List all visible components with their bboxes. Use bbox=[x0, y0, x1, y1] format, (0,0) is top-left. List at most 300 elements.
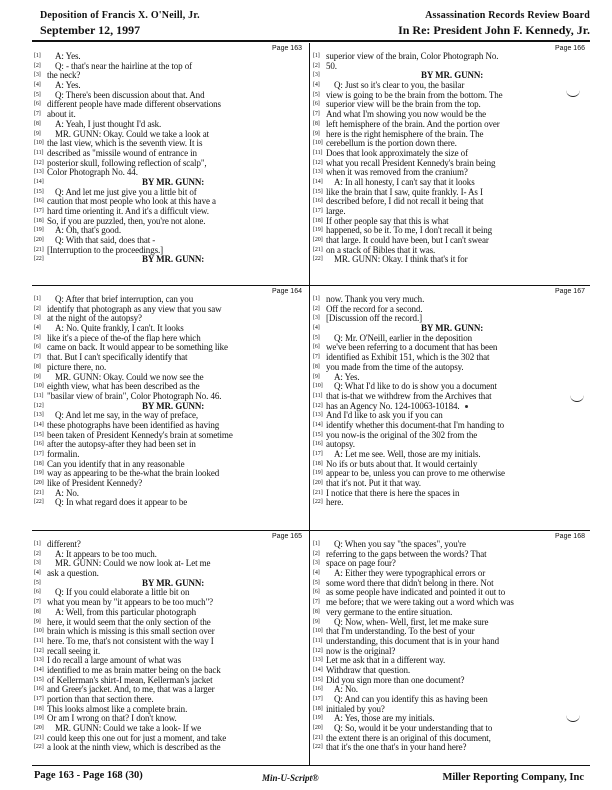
transcript-line bbox=[34, 618, 304, 628]
transcript-line bbox=[313, 392, 587, 402]
ink-dot bbox=[465, 405, 468, 408]
line-text: Can you identify that in any reasonable bbox=[47, 459, 185, 469]
transcript-line bbox=[34, 178, 304, 188]
line-number: [9] bbox=[34, 130, 41, 137]
line-number: [22] bbox=[313, 256, 323, 263]
line-number: [4] bbox=[34, 82, 41, 89]
line-text: And I'd like to ask you if you can bbox=[326, 411, 443, 421]
line-number: [6] bbox=[34, 101, 41, 108]
transcript-line bbox=[34, 392, 304, 402]
transcript-line bbox=[34, 363, 304, 373]
line-number: [21] bbox=[34, 734, 44, 741]
line-number: [19] bbox=[34, 227, 44, 234]
transcript-line bbox=[313, 217, 587, 227]
line-number: [4] bbox=[34, 325, 41, 332]
transcript-line bbox=[313, 314, 587, 324]
line-number: [21] bbox=[313, 734, 323, 741]
transcript-lines bbox=[313, 52, 587, 265]
line-number: [7] bbox=[34, 599, 41, 606]
line-text: A: Yes, those are my initials. bbox=[334, 714, 435, 724]
line-number: [20] bbox=[34, 725, 44, 732]
transcript-line bbox=[34, 479, 304, 489]
transcript-line bbox=[313, 130, 587, 140]
line-text: Q: And let me just give you a little bit of bbox=[55, 187, 197, 197]
line-text: different people have made different observations bbox=[47, 100, 221, 110]
footer-reporter: Miller Reporting Company, Inc bbox=[442, 772, 584, 783]
transcript-line bbox=[34, 656, 304, 666]
transcript-line bbox=[313, 382, 587, 392]
transcript-line bbox=[313, 734, 587, 744]
line-number: [14] bbox=[34, 178, 44, 185]
line-text: [Interruption to the proceedings.] bbox=[47, 245, 164, 255]
transcript-line bbox=[313, 100, 587, 110]
line-number: [5] bbox=[313, 334, 320, 341]
line-number: [14] bbox=[313, 421, 323, 428]
transcript-line bbox=[313, 363, 587, 373]
line-number: [2] bbox=[313, 305, 320, 312]
transcript-line bbox=[313, 569, 587, 579]
transcript-line bbox=[34, 236, 304, 246]
transcript-page bbox=[311, 286, 591, 530]
transcript-line bbox=[313, 705, 587, 715]
line-number: [18] bbox=[313, 705, 323, 712]
line-text: A: In all honesty, I can't say that it looks bbox=[334, 177, 475, 187]
line-number: [8] bbox=[313, 120, 320, 127]
page-number: Page 167 bbox=[555, 288, 585, 295]
line-text: we've been referring to a document that has been bbox=[326, 343, 498, 353]
transcript-line bbox=[34, 334, 304, 344]
line-text: that it's not. Put it that way. bbox=[326, 479, 421, 489]
transcript-page bbox=[32, 531, 308, 765]
transcript-line bbox=[313, 676, 587, 686]
line-text: me before; that we were taking out a word which was bbox=[326, 598, 514, 608]
line-text: Q: There's been discussion about that. And bbox=[55, 90, 205, 100]
line-text: here, it would seem that the only section of the bbox=[47, 617, 211, 627]
line-text: like the brain that I saw, quite frankly. I- As I bbox=[326, 187, 483, 197]
transcript-line bbox=[34, 159, 304, 169]
line-number: [17] bbox=[34, 696, 44, 702]
line-number: [6] bbox=[313, 101, 320, 108]
line-number: [2] bbox=[313, 550, 320, 557]
line-number: [8] bbox=[313, 608, 320, 615]
transcript-line bbox=[313, 540, 587, 550]
transcript-line bbox=[34, 197, 304, 207]
line-number: [20] bbox=[34, 480, 44, 487]
line-number: [2] bbox=[34, 550, 41, 557]
transcript-line bbox=[34, 469, 304, 479]
line-number: [19] bbox=[34, 470, 44, 477]
line-text: "basilar view of brain", Color Photograph No. 46. bbox=[47, 391, 222, 401]
transcript-line bbox=[34, 314, 304, 324]
line-number: [16] bbox=[313, 441, 323, 448]
transcript-lines bbox=[34, 295, 304, 508]
transcript-line bbox=[34, 460, 304, 470]
transcript-lines bbox=[34, 52, 304, 265]
line-text: portion than that section there. bbox=[47, 695, 154, 704]
line-text: MR. GUNN: Okay. Could we now see the bbox=[55, 372, 204, 382]
line-text: identified to me as brain matter being on the back bbox=[47, 665, 221, 675]
transcript-line bbox=[34, 598, 304, 608]
line-number: [10] bbox=[313, 140, 323, 147]
line-number: [9] bbox=[34, 618, 41, 625]
transcript-page bbox=[311, 531, 591, 765]
line-number: [14] bbox=[34, 421, 44, 428]
line-number: [17] bbox=[34, 451, 44, 457]
line-text: Does that look approximately the size of bbox=[326, 148, 468, 158]
transcript-line bbox=[34, 498, 304, 508]
transcript-line bbox=[313, 197, 587, 207]
transcript-line bbox=[313, 120, 587, 130]
line-text: as some people have indicated and pointed it out to bbox=[326, 588, 506, 598]
line-text: This looks almost like a complete brain. bbox=[47, 704, 188, 714]
line-number: [22] bbox=[34, 744, 44, 751]
line-number: [2] bbox=[34, 62, 41, 69]
transcript-line bbox=[34, 246, 304, 256]
transcript-page bbox=[32, 286, 308, 530]
line-text: left hemisphere of the brain. And the portion over bbox=[326, 119, 500, 129]
line-text: identify that photograph as any view that you saw bbox=[47, 304, 222, 314]
line-text: A: Let me see. Well, those are my initials. bbox=[334, 450, 481, 459]
transcript-line bbox=[34, 120, 304, 130]
line-number: [9] bbox=[313, 130, 320, 137]
transcript-line bbox=[34, 255, 304, 265]
transcript-line bbox=[34, 168, 304, 178]
transcript-line bbox=[313, 714, 587, 724]
line-text: like it's a piece of the-of the flap here which bbox=[47, 333, 201, 343]
line-text: now is the original? bbox=[326, 646, 396, 656]
line-text: could keep this one out for just a moment, and take bbox=[47, 733, 227, 743]
line-text: on a stack of Bibles that it was. bbox=[326, 245, 436, 255]
transcript-line bbox=[34, 411, 304, 421]
transcript-line bbox=[313, 207, 587, 217]
transcript-line bbox=[34, 608, 304, 618]
transcript-line bbox=[313, 647, 587, 657]
line-number: [21] bbox=[34, 246, 44, 253]
transcript-line bbox=[313, 431, 587, 441]
transcript-line bbox=[34, 559, 304, 569]
line-text: I do recall a large amount of what was bbox=[47, 656, 181, 666]
line-text: [Discussion off the record.] bbox=[326, 314, 423, 324]
line-text: Q: When you say "the spaces", you're bbox=[334, 540, 466, 549]
line-text: Did you sign more than one document? bbox=[326, 675, 465, 685]
line-number: [9] bbox=[313, 618, 320, 625]
line-number: [17] bbox=[34, 208, 44, 214]
line-text: when it was removed from the cranium? bbox=[326, 168, 468, 178]
line-text: identify whether this document-that I'm handing to bbox=[326, 420, 505, 430]
transcript-line bbox=[313, 52, 587, 62]
line-text: you made from the time of the autopsy. bbox=[326, 362, 464, 372]
transcript-line bbox=[34, 149, 304, 159]
transcript-line bbox=[313, 588, 587, 598]
line-text: Color Photograph No. 44. bbox=[47, 168, 138, 178]
transcript-line bbox=[34, 569, 304, 579]
transcript-line bbox=[34, 440, 304, 450]
line-number: [3] bbox=[34, 72, 41, 79]
line-number: [4] bbox=[313, 82, 320, 89]
transcript-line bbox=[34, 324, 304, 334]
line-text: A: Either they were typographical errors or bbox=[334, 569, 486, 579]
line-number: [1] bbox=[34, 296, 41, 302]
transcript-line bbox=[34, 647, 304, 657]
line-text: ask a question. bbox=[47, 569, 99, 579]
transcript-line bbox=[34, 705, 304, 715]
line-number: [22] bbox=[313, 744, 323, 751]
line-number: [1] bbox=[313, 541, 320, 547]
page-number: Page 165 bbox=[272, 533, 302, 540]
transcript-lines bbox=[313, 540, 587, 753]
line-text: MR. GUNN: Could we now look at- Let me bbox=[55, 559, 211, 569]
transcript-line bbox=[34, 52, 304, 62]
line-number: [22] bbox=[313, 499, 323, 506]
line-number: [7] bbox=[34, 111, 41, 118]
transcript-line bbox=[313, 178, 587, 188]
line-text: picture there, no. bbox=[47, 362, 107, 372]
line-text: cerebellum is the portion down there. bbox=[326, 139, 457, 149]
line-number: [12] bbox=[313, 647, 323, 654]
line-text: formalin. bbox=[47, 450, 80, 459]
page-number: Page 163 bbox=[272, 45, 302, 52]
transcript-line bbox=[313, 373, 587, 383]
line-text: A: Yes. bbox=[334, 372, 360, 382]
line-text: has an Agency No. 124-10063-10184. bbox=[326, 401, 460, 411]
line-number: [2] bbox=[313, 62, 320, 69]
line-text: these photographs have been identified as having bbox=[47, 420, 220, 430]
line-number: [8] bbox=[34, 608, 41, 615]
line-number: [3] bbox=[313, 560, 320, 567]
transcript-line bbox=[313, 450, 587, 460]
transcript-line bbox=[313, 343, 587, 353]
line-number: [1] bbox=[34, 541, 41, 547]
line-number: [22] bbox=[34, 499, 44, 506]
line-text: Let me ask that in a different way. bbox=[326, 656, 446, 666]
footer-minuscript: Min-U-Script® bbox=[262, 773, 319, 783]
transcript-line bbox=[313, 618, 587, 628]
line-text: MR. GUNN: Okay. Could we take a look at bbox=[55, 129, 209, 139]
transcript-line bbox=[313, 402, 587, 412]
transcript-line bbox=[34, 373, 304, 383]
line-text: If other people say that this is what bbox=[326, 216, 449, 226]
transcript-line bbox=[313, 81, 587, 91]
line-text: that it's the one that's in your hand here? bbox=[326, 743, 467, 753]
line-text: that large. It could have been, but I can't swear bbox=[326, 236, 489, 246]
transcript-line bbox=[34, 724, 304, 734]
line-number: [12] bbox=[34, 647, 44, 654]
line-text: BY MR. GUNN: bbox=[142, 578, 205, 588]
transcript-lines bbox=[34, 540, 304, 753]
line-number: [17] bbox=[313, 451, 323, 457]
line-number: [7] bbox=[313, 354, 320, 361]
header-date: September 12, 1997 bbox=[40, 23, 141, 37]
transcript-line bbox=[34, 382, 304, 392]
line-text: now. Thank you very much. bbox=[326, 295, 425, 304]
line-number: [22] bbox=[34, 256, 44, 263]
transcript-line bbox=[313, 334, 587, 344]
line-text: No ifs or buts about that. It would certainly bbox=[326, 459, 478, 469]
transcript-line bbox=[313, 188, 587, 198]
line-number: [6] bbox=[34, 589, 41, 596]
transcript-line bbox=[313, 559, 587, 569]
transcript-line bbox=[313, 305, 587, 315]
transcript-line bbox=[34, 637, 304, 647]
line-number: [16] bbox=[313, 686, 323, 693]
transcript-line bbox=[34, 188, 304, 198]
transcript-line bbox=[34, 489, 304, 499]
line-text: identified as Exhibit 151, which is the 302 that bbox=[326, 353, 490, 363]
line-number: [6] bbox=[313, 589, 320, 596]
line-text: appear to be, unless you can prove to me otherwise bbox=[326, 469, 505, 479]
line-number: [11] bbox=[34, 149, 44, 156]
transcript-line bbox=[34, 402, 304, 412]
line-number: [16] bbox=[313, 198, 323, 205]
transcript-line bbox=[313, 226, 587, 236]
transcript-line bbox=[34, 666, 304, 676]
transcript-line bbox=[34, 627, 304, 637]
line-text: A: No. bbox=[55, 488, 79, 498]
line-number: [6] bbox=[34, 344, 41, 351]
line-text: that. But I can't specifically identify that bbox=[47, 353, 188, 363]
line-number: [19] bbox=[313, 470, 323, 477]
line-text: referring to the gaps between the words? That bbox=[326, 549, 487, 559]
transcript-line bbox=[34, 695, 304, 705]
line-text: that I'm understanding. To the best of your bbox=[326, 627, 475, 637]
transcript-line bbox=[313, 353, 587, 363]
line-text: large. bbox=[326, 207, 346, 216]
transcript-line bbox=[313, 255, 587, 265]
transcript-line bbox=[34, 588, 304, 598]
line-number: [3] bbox=[313, 315, 320, 322]
line-text: eighth view, what has been described as the bbox=[47, 382, 200, 392]
line-text: space on page four? bbox=[326, 559, 396, 569]
transcript-line bbox=[34, 421, 304, 431]
transcript-line bbox=[34, 71, 304, 81]
page-number: Page 164 bbox=[272, 288, 302, 295]
line-text: 50. bbox=[326, 61, 337, 71]
line-number: [21] bbox=[34, 489, 44, 496]
line-text: of Kellerman's shirt-I mean, Kellerman's jacket bbox=[47, 675, 213, 685]
line-text: way as appearing to be the-what the brain looked bbox=[47, 469, 220, 479]
line-text: I notice that there is here the spaces in bbox=[326, 488, 460, 498]
line-number: [12] bbox=[313, 159, 323, 166]
line-number: [17] bbox=[313, 696, 323, 702]
line-text: what you mean by "it appears to be too much"? bbox=[47, 598, 214, 608]
line-text: BY MR. GUNN: bbox=[142, 177, 205, 187]
transcript-line bbox=[34, 540, 304, 550]
line-number: [8] bbox=[34, 120, 41, 127]
line-text: the last view, which is the seventh view. It is bbox=[47, 139, 203, 149]
line-text: Q: And let me say, in the way of preface, bbox=[55, 411, 199, 421]
line-number: [8] bbox=[34, 363, 41, 370]
line-number: [9] bbox=[34, 373, 41, 380]
column-divider bbox=[309, 43, 310, 765]
line-text: BY MR. GUNN: bbox=[142, 255, 205, 265]
line-text: been taken of President Kennedy's brain at sometime bbox=[47, 430, 233, 440]
line-text: the neck? bbox=[47, 71, 81, 81]
line-number: [11] bbox=[34, 637, 44, 644]
transcript-line bbox=[34, 305, 304, 315]
transcript-line bbox=[34, 550, 304, 560]
line-number: [5] bbox=[313, 579, 320, 586]
line-number: [16] bbox=[34, 441, 44, 448]
line-number: [13] bbox=[34, 412, 44, 419]
line-number: [15] bbox=[313, 188, 323, 195]
transcript-line bbox=[313, 550, 587, 560]
header-board: Assassination Records Review Board bbox=[425, 10, 590, 21]
line-text: about it. bbox=[47, 110, 76, 120]
transcript-line bbox=[34, 431, 304, 441]
line-number: [4] bbox=[34, 570, 41, 577]
line-text: Q: And can you identify this as having been bbox=[334, 695, 488, 704]
transcript-line bbox=[34, 676, 304, 686]
line-text: BY MR. GUNN: bbox=[421, 71, 484, 81]
line-text: Off the record for a second. bbox=[326, 304, 423, 314]
transcript-line bbox=[313, 110, 587, 120]
line-text: like of President Kennedy? bbox=[47, 479, 143, 489]
transcript-line bbox=[313, 324, 587, 334]
line-text: Q: Now, when- Well, first, let me make sure bbox=[334, 617, 489, 627]
line-number: [13] bbox=[313, 657, 323, 664]
line-text: a look at the ninth view, which is described as the bbox=[47, 743, 221, 753]
line-text: A: Well, from this particular photograph bbox=[55, 607, 197, 617]
line-number: [19] bbox=[313, 715, 323, 722]
transcript-line bbox=[313, 469, 587, 479]
line-number: [14] bbox=[313, 666, 323, 673]
line-text: Q: So, would it be your understanding that to bbox=[334, 724, 493, 734]
line-text: Q: Just so it's clear to you, the basilar bbox=[334, 81, 465, 91]
line-number: [20] bbox=[34, 237, 44, 244]
line-number: [3] bbox=[34, 560, 41, 567]
line-number: [3] bbox=[34, 315, 41, 322]
line-number: [21] bbox=[313, 489, 323, 496]
line-number: [20] bbox=[313, 480, 323, 487]
line-number: [18] bbox=[34, 705, 44, 712]
header-deponent: Deposition of Francis X. O'Neill, Jr. bbox=[40, 10, 200, 21]
transcript-line bbox=[313, 246, 587, 256]
line-number: [4] bbox=[313, 570, 320, 577]
line-number: [11] bbox=[313, 392, 323, 399]
line-number: [20] bbox=[313, 725, 323, 732]
line-text: that is-that we withdrew from the Archives that bbox=[326, 391, 492, 401]
line-number: [6] bbox=[313, 344, 320, 351]
line-number: [2] bbox=[34, 305, 41, 312]
header-case: In Re: President John F. Kennedy, Jr. bbox=[398, 23, 590, 37]
transcript-line bbox=[313, 62, 587, 72]
line-text: Q: Mr. O'Neill, earlier in the deposition bbox=[334, 333, 472, 343]
line-number: [5] bbox=[34, 334, 41, 341]
transcript-line bbox=[34, 714, 304, 724]
transcript-line bbox=[313, 91, 587, 101]
line-text: MR. GUNN: Could we take a look- If we bbox=[55, 724, 202, 734]
transcript-line bbox=[34, 685, 304, 695]
line-text: the extent there is an original of this document, bbox=[326, 733, 491, 743]
transcript-page bbox=[32, 43, 308, 285]
line-text: And what I'm showing you now would be the bbox=[326, 110, 487, 120]
line-text: described before, I did not recall it being that bbox=[326, 197, 484, 207]
transcript-line bbox=[34, 217, 304, 227]
line-number: [15] bbox=[34, 431, 44, 438]
line-text: Q: After that brief interruption, can you bbox=[55, 295, 194, 304]
line-text: A: No. Quite frankly, I can't. It looks bbox=[55, 324, 184, 334]
transcript-line bbox=[34, 226, 304, 236]
transcript-line bbox=[313, 460, 587, 470]
transcript-line bbox=[313, 71, 587, 81]
line-text: happened, so be it. To me, I don't recall it being bbox=[326, 226, 493, 236]
transcript-line bbox=[34, 130, 304, 140]
transcript-line bbox=[313, 295, 587, 305]
line-text: hard time orienting it. And it's a difficult view. bbox=[47, 207, 209, 216]
line-text: you now-is the original of the 302 from the bbox=[326, 430, 478, 440]
transcript-lines bbox=[313, 295, 587, 508]
transcript-line bbox=[313, 743, 587, 753]
